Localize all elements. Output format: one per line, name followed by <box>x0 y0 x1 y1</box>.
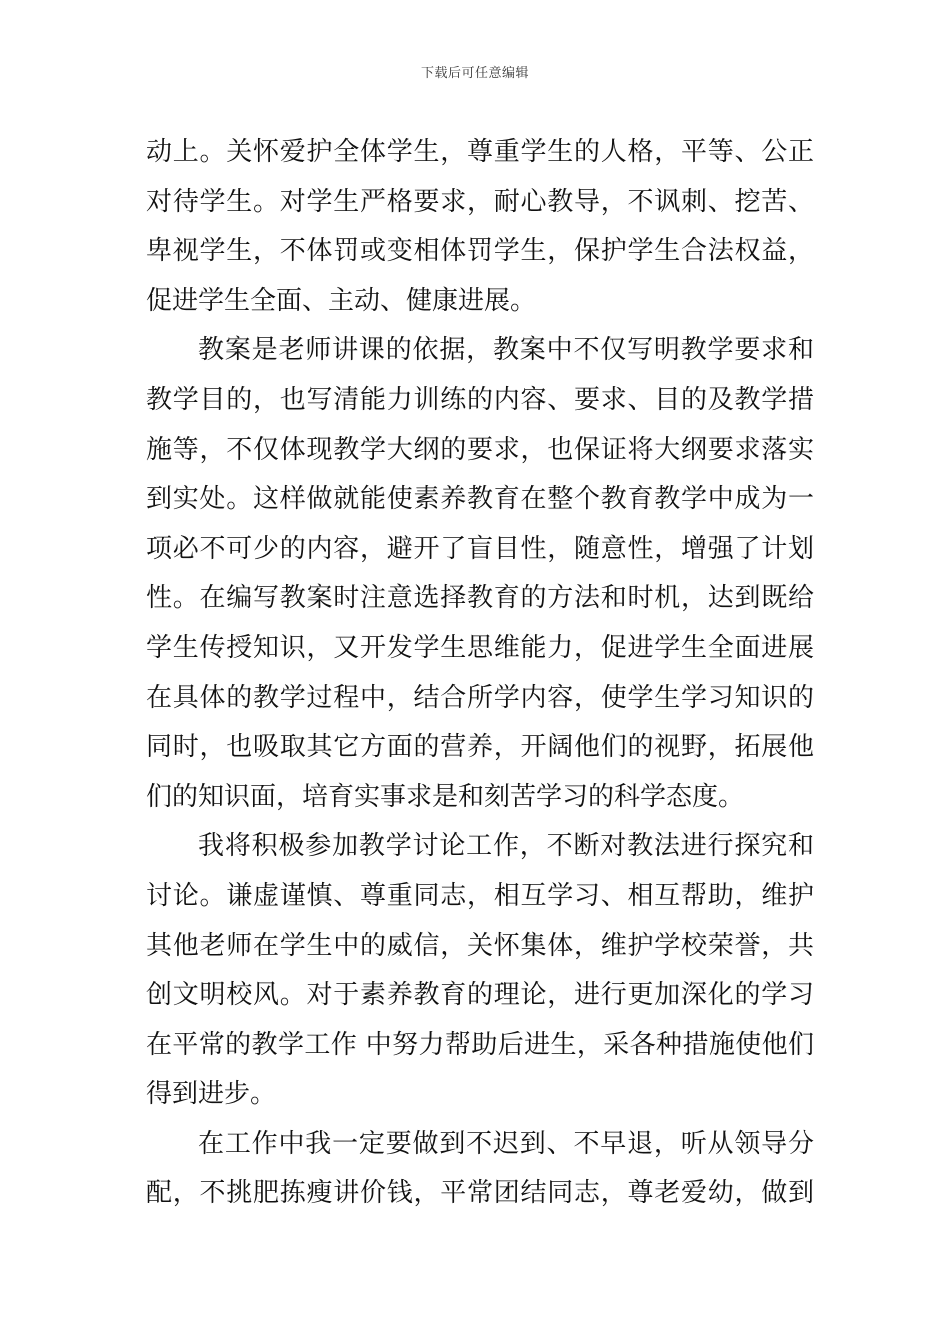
text-line: 我将积极参加教学讨论工作，不断对教法进行探究和 <box>198 831 814 862</box>
text-line: 们的知识面，培育实事求是和刻苦学习的科学态度。 <box>146 781 745 812</box>
text-line: 性。在编写教案时注意选择教育的方法和时机，达到既给 <box>146 583 814 614</box>
text-line: 在具体的教学过程中，结合所学内容，使学生学习知识的 <box>146 682 814 713</box>
text-line: 对待学生。对学生严格要求，耐心教导，不讽刺、挖苦、 <box>146 186 814 217</box>
text-line: 得到进步。 <box>146 1079 277 1110</box>
text-line: 施等，不仅体现教学大纲的要求，也保证将大纲要求落实 <box>146 434 814 465</box>
text-line: 学生传授知识，又开发学生思维能力，促进学生全面进展 <box>146 632 814 663</box>
paragraph-1 <box>146 128 814 326</box>
paragraph-3 <box>146 822 814 1120</box>
paragraph-2 <box>146 326 814 822</box>
text-line: 项必不可少的内容，避开了盲目性，随意性，增强了计划 <box>146 533 814 564</box>
text-line: 在工作中我一定要做到不迟到、不早退，听从领导分 <box>198 1128 814 1159</box>
text-line: 到实处。这样做就能使素养教育在整个教育教学中成为一 <box>146 484 814 515</box>
text-line: 讨论。谦虚谨慎、尊重同志，相互学习、相互帮助，维护 <box>146 880 814 911</box>
page-header-note: 下载后可任意编辑 <box>420 66 529 81</box>
text-line: 促进学生全面、主动、健康进展。 <box>146 285 537 316</box>
text-line: 配，不挑肥拣瘦讲价钱，平常团结同志，尊老爱幼，做到 <box>146 1178 814 1209</box>
text-line: 动上。关怀爱护全体学生，尊重学生的人格，平等、公正 <box>146 137 814 167</box>
text-line: 创文明校风。对于素养教育的理论，进行更加深化的学习 <box>146 980 814 1011</box>
text-line: 教案是老师讲课的依据，教案中不仅写明教学要求和 <box>198 335 814 366</box>
text-line: 教学目的，也写清能力训练的内容、要求、目的及教学措 <box>146 384 814 415</box>
text-line: 其他老师在学生中的威信，关怀集体，维护学校荣誉，共 <box>146 930 814 961</box>
text-line: 在平常的教学工作 中努力帮助后进生，采各种措施使他们 <box>146 1029 814 1060</box>
text-line: 卑视学生，不体罚或变相体罚学生，保护学生合法权益， <box>146 236 814 267</box>
paragraph-4 <box>146 1120 814 1219</box>
text-line: 同时，也吸取其它方面的营养，开阔他们的视野，拓展他 <box>146 732 814 763</box>
document-body <box>146 128 814 1219</box>
